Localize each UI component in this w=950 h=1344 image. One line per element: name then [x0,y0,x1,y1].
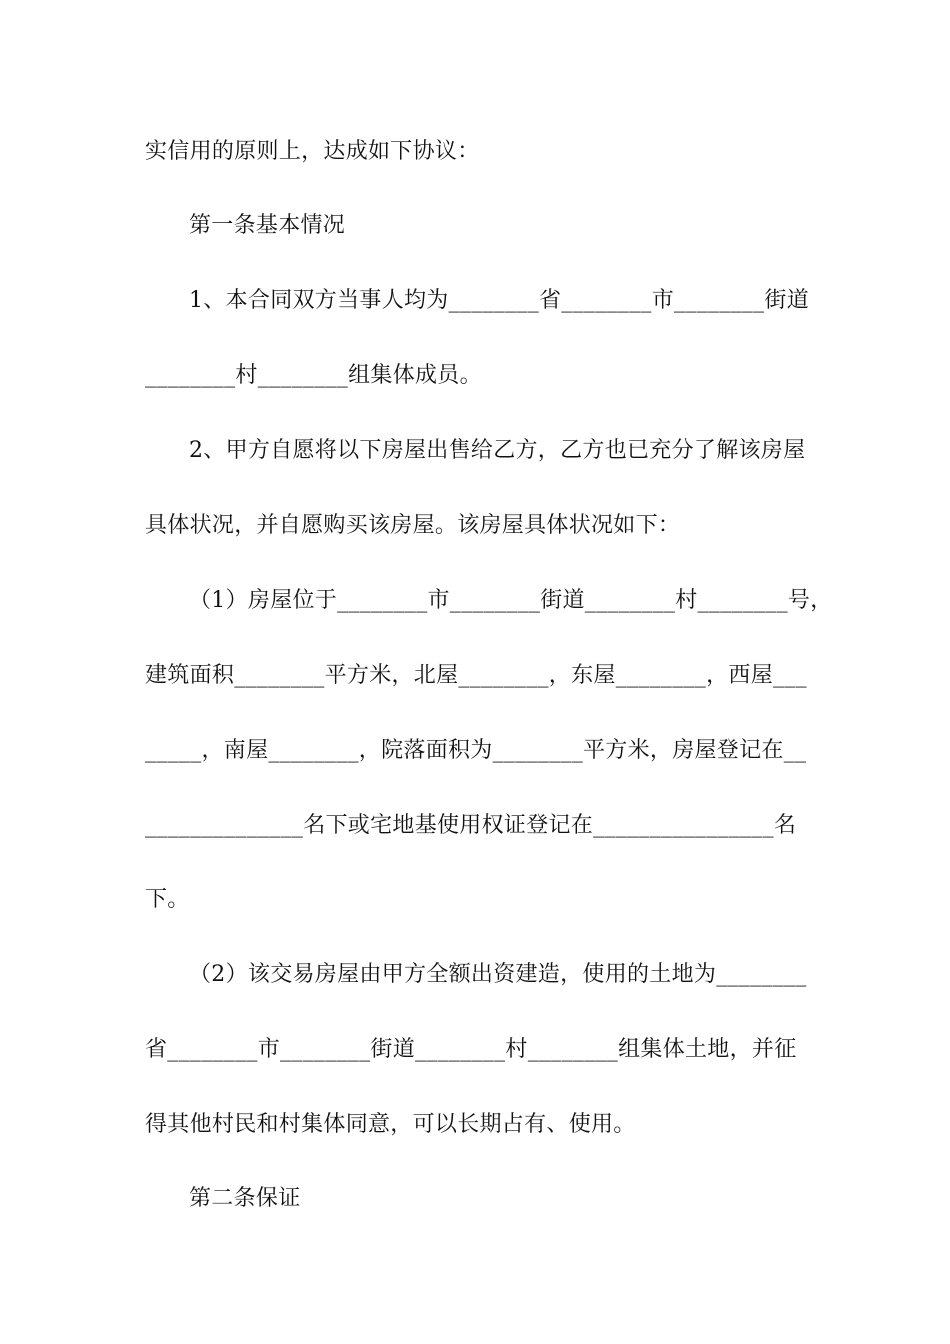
clause-1-line-2: ________村________组集体成员。 [145,363,482,388]
clause-2-line-2: 具体状况，并自愿购买该房屋。该房屋具体状况如下： [145,513,681,538]
clause-1-line-1: 1、本合同双方当事人均为________省________市________街道 [189,288,809,313]
text-line-1: 实信用的原则上，达成如下协议： [145,139,480,164]
item-1-line-1: （1）房屋位于________市________街道________村________号， [189,588,833,613]
item-1-line-2: 建筑面积________平方米，北屋________，东屋________，西屋___ [145,663,807,688]
item-2-line-3: 得其他村民和村集体同意，可以长期占有、使用。 [145,1112,636,1137]
item-1-line-4: ______________名下或宅地基使用权证登记在________________名 [145,813,797,838]
item-1-line-3: _____，南屋________，院落面积为________平方米，房屋登记在__ [145,738,807,763]
item-2-line-1: （2）该交易房屋由甲方全额出资建造，使用的土地为________ [189,962,807,987]
section-heading-1: 第一条基本情况 [189,213,346,238]
item-1-line-5: 下。 [145,887,190,912]
item-2-line-2: 省________市________街道________村________组集体土地，并征 [145,1037,797,1062]
section-heading-2: 第二条保证 [189,1186,301,1211]
clause-2-line-1: 2、甲方自愿将以下房屋出售给乙方，乙方也已充分了解该房屋 [189,438,806,463]
